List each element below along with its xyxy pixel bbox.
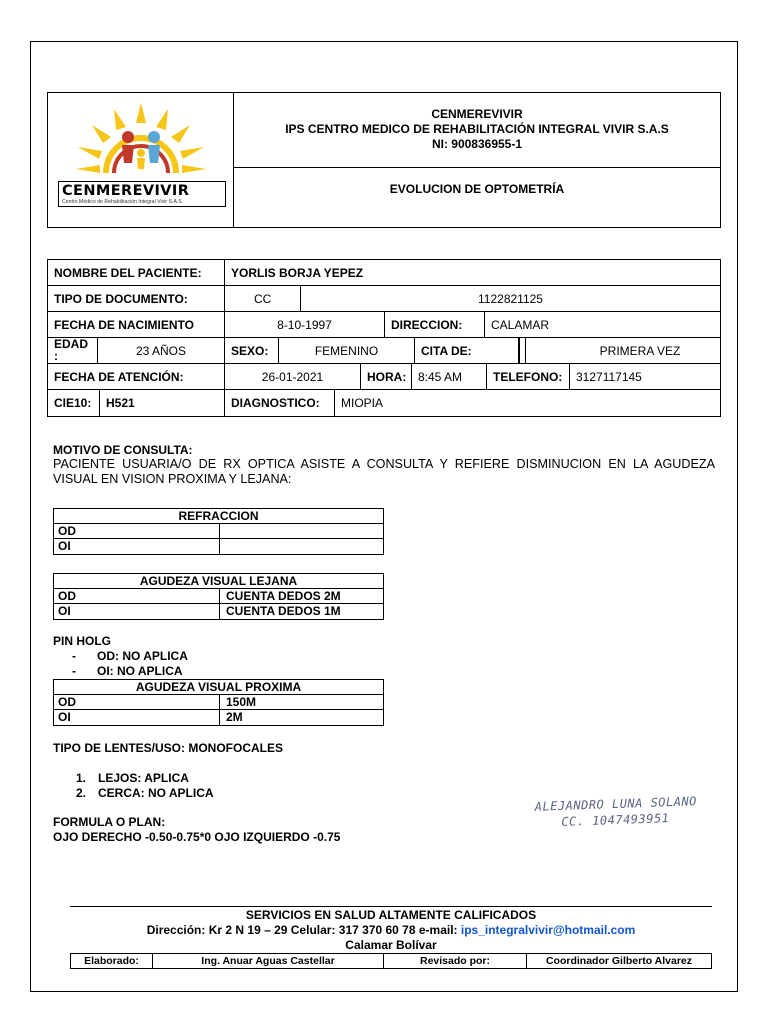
eye-label: OD bbox=[58, 524, 76, 538]
elaborado-label: Elaborado: bbox=[71, 954, 153, 968]
eye-label: OI bbox=[58, 604, 71, 618]
cie-label: CIE10: bbox=[48, 390, 100, 416]
footer-city: Calamar Bolívar bbox=[345, 938, 437, 952]
eye-value bbox=[219, 524, 383, 538]
formula-text: OJO DERECHO -0.50-0.75*0 OJO IZQUIERDO -0.75 bbox=[53, 830, 341, 844]
patient-row-diagnosis bbox=[48, 390, 720, 416]
cenmerevivir-logo-icon bbox=[56, 101, 226, 183]
footer-contact bbox=[70, 923, 712, 937]
eye-value: 2M bbox=[219, 710, 383, 725]
signature-id: CC. 1047493951 bbox=[561, 811, 670, 829]
age-label-colon: : bbox=[54, 349, 58, 363]
list-item: - OD: NO APLICA bbox=[72, 649, 188, 663]
av-lejana-table bbox=[53, 573, 384, 620]
eye-label: OI bbox=[58, 710, 71, 724]
header-org-block bbox=[234, 93, 720, 168]
logo-subtitle: Centro Médico de Rehabilitación Integral Vivir S.A.S bbox=[62, 199, 182, 205]
footer-divider bbox=[70, 906, 712, 907]
av-proxima-table bbox=[53, 679, 384, 726]
av-lejana-title: AGUDEZA VISUAL LEJANA bbox=[54, 574, 383, 589]
eye-value: CUENTA DEDOS 1M bbox=[219, 604, 383, 619]
pin-holg-title: PIN HOLG bbox=[53, 634, 112, 648]
patient-row-document bbox=[48, 286, 720, 312]
eye-label: OD bbox=[58, 589, 76, 603]
sex-value: FEMENINO bbox=[279, 338, 415, 363]
address-label: DIRECCION: bbox=[385, 312, 485, 337]
org-full-name: IPS CENTRO MEDICO DE REHABILITACIÓN INTEGRAL VIVIR S.A.S bbox=[285, 122, 669, 136]
org-nit: NI: 900836955-1 bbox=[431, 137, 523, 151]
table-row bbox=[54, 539, 383, 554]
elaborado-value: Ing. Anuar Aguas Castellar bbox=[153, 954, 384, 968]
attention-value: 26-01-2021 bbox=[225, 364, 361, 389]
footer-contact-text: Dirección: Kr 2 N 19 – 29 Celular: 317 370 60 78 e-mail: bbox=[146, 923, 458, 937]
doc-number-value: 1122821125 bbox=[478, 291, 543, 306]
age-label: EDAD bbox=[54, 337, 89, 351]
birth-label: FECHA DE NACIMIENTO bbox=[48, 312, 225, 337]
list-item: 1. LEJOS: APLICA bbox=[76, 771, 189, 785]
table-row bbox=[54, 604, 383, 619]
phone-label: TELEFONO: bbox=[487, 364, 570, 389]
revisado-label: Revisado por: bbox=[384, 954, 527, 968]
hour-value: 8:45 AM bbox=[412, 364, 487, 389]
refraccion-title: REFRACCION bbox=[54, 509, 383, 524]
signature-stamp bbox=[534, 793, 697, 831]
table-row bbox=[54, 589, 383, 604]
motivo-title: MOTIVO DE CONSULTA: bbox=[53, 443, 193, 457]
diagnosis-value: MIOPIA bbox=[341, 396, 384, 410]
cie-value: H521 bbox=[100, 390, 225, 416]
birth-value: 8-10-1997 bbox=[225, 312, 385, 337]
footer-slogan: SERVICIOS EN SALUD ALTAMENTE CALIFICADOS bbox=[245, 908, 537, 922]
eye-value bbox=[219, 539, 383, 554]
pin-holg-list bbox=[72, 649, 188, 679]
name-label: NOMBRE DEL PACIENTE: bbox=[48, 260, 225, 285]
document-header bbox=[47, 92, 721, 228]
document-title: EVOLUCION DE OPTOMETRÍA bbox=[389, 182, 565, 196]
table-row bbox=[54, 710, 383, 725]
lentes-list bbox=[76, 771, 214, 801]
patient-info-table bbox=[47, 259, 721, 417]
footer-signoff-table bbox=[70, 953, 712, 969]
hour-label: HORA: bbox=[361, 364, 412, 389]
eye-label: OD bbox=[58, 695, 76, 709]
table-row bbox=[54, 695, 383, 710]
phone-value: 3127117145 bbox=[576, 369, 642, 384]
eye-value: CUENTA DEDOS 2M bbox=[219, 589, 383, 603]
lentes-type: TIPO DE LENTES/USO: MONOFOCALES bbox=[53, 741, 284, 755]
logo-cell bbox=[48, 93, 234, 227]
patient-name: YORLIS BORJA YEPEZ bbox=[231, 265, 364, 280]
signature-name: ALEJANDRO LUNA SOLANO bbox=[534, 794, 698, 814]
org-name: CENMEREVIVIR bbox=[431, 107, 523, 121]
logo-wordmark: CENMEREVIVIR bbox=[62, 183, 190, 199]
patient-row-name bbox=[48, 260, 720, 286]
age-value: 23 AÑOS bbox=[98, 338, 225, 363]
av-proxima-title: AGUDEZA VISUAL PROXIMA bbox=[54, 680, 383, 695]
eye-label: OI bbox=[58, 539, 71, 553]
sex-label: SEXO: bbox=[225, 338, 279, 363]
list-item: - OI: NO APLICA bbox=[72, 664, 183, 678]
attention-label: FECHA DE ATENCIÓN: bbox=[48, 364, 225, 389]
address-value: CALAMAR bbox=[491, 317, 550, 332]
list-item: 2. CERCA: NO APLICA bbox=[76, 786, 214, 800]
patient-row-birth bbox=[48, 312, 720, 338]
doc-type-value: CC bbox=[225, 286, 301, 311]
eye-value: 150M bbox=[219, 695, 383, 709]
patient-row-age bbox=[48, 338, 720, 364]
table-row bbox=[54, 524, 383, 539]
motivo-text: PACIENTE USUARIA/O DE RX OPTICA ASISTE A CONSULTA Y REFIERE DISMINUCION EN LA AGUDEZA VISUAL EN VISION PROXIMA Y LEJANA: bbox=[53, 457, 715, 486]
doc-type-label: TIPO DE DOCUMENTO: bbox=[48, 286, 225, 311]
footer-email-link[interactable]: ips_integralvivir@hotmail.com bbox=[460, 923, 636, 937]
formula-title: FORMULA O PLAN: bbox=[53, 815, 166, 829]
patient-row-attention bbox=[48, 364, 720, 390]
visit-value: PRIMERA VEZ bbox=[519, 338, 720, 363]
diagnosis-label: DIAGNOSTICO: bbox=[225, 390, 335, 416]
revisado-value: Coordinador Gilberto Alvarez bbox=[545, 955, 693, 967]
visit-label: CITA DE: bbox=[415, 338, 519, 363]
refraccion-table bbox=[53, 508, 384, 555]
age-label-cell bbox=[48, 338, 98, 363]
